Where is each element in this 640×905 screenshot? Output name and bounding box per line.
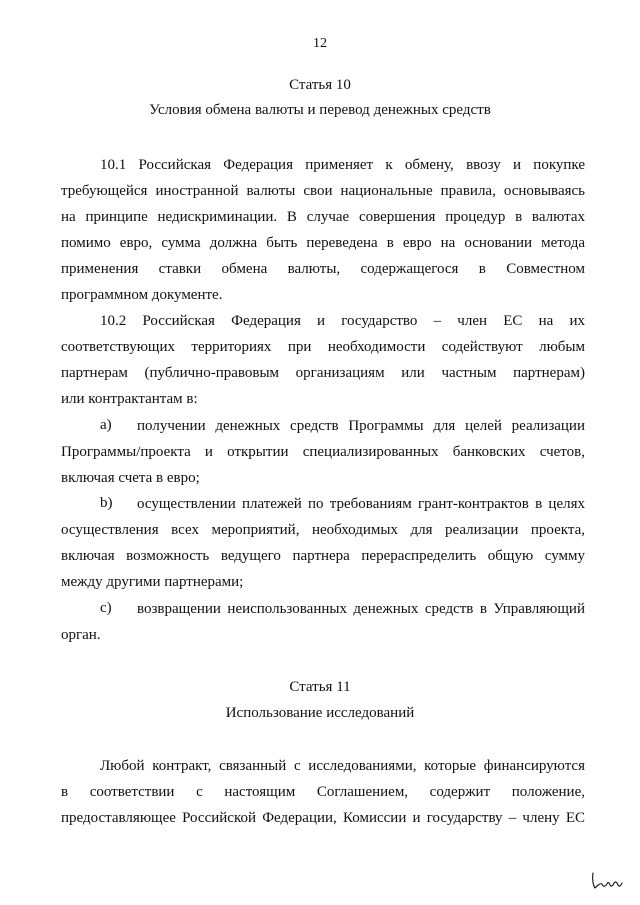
list-item-a-line: получении денежных средств Программы для целей реализации xyxy=(137,418,585,434)
handwritten-initials xyxy=(590,869,624,891)
article-11-p1-line: в соответствии с настоящим Соглашением, содержит положение, xyxy=(61,784,585,800)
list-item-b-marker: b) xyxy=(100,495,113,511)
list-item-a-line: включая счета в евро; xyxy=(61,470,200,486)
list-item-b-line: между другими партнерами; xyxy=(61,574,244,590)
article-10-p2-line: 10.2 Российская Федерация и государство – член ЕС на их xyxy=(100,313,585,329)
article-11-title: Статья 11 xyxy=(289,679,351,695)
article-10-subtitle: Условия обмена валюты и перевод денежных средств xyxy=(149,102,491,118)
list-item-a-line: Программы/проекта и открытии специализированных банковских счетов, xyxy=(61,444,585,460)
list-item-a-marker: a) xyxy=(100,417,112,433)
list-item-b-line: осуществлении платежей по требованиям грант-контрактов в целях xyxy=(137,496,585,512)
article-10-p1-line: 10.1 Российская Федерация применяет к обмену, ввозу и покупке xyxy=(100,157,585,173)
article-11-p1-line: предоставляющее Российской Федерации, Комиссии и государству – члену ЕС xyxy=(61,810,585,826)
article-10-p1-line: на принципе недискриминации. В случае совершения процедур в валютах xyxy=(61,209,585,225)
list-item-b-line: включая возможность ведущего партнера перераспределить общую сумму xyxy=(61,548,585,564)
list-item-c-line: орган. xyxy=(61,627,101,643)
article-10-p2-line: соответствующих территориях при необходимости содействуют любым xyxy=(61,339,585,355)
list-item-b-line: осуществления всех мероприятий, необходимых для реализации проекта, xyxy=(61,522,585,538)
article-10-p1-line: помимо евро, сумма должна быть переведена в евро на основании метода xyxy=(61,235,585,251)
list-item-c-marker: c) xyxy=(100,600,112,616)
article-10-p1-line: требующейся иностранной валюты свои национальные правила, основываясь xyxy=(61,183,585,199)
article-10-p1-line: применения ставки обмена валюты, содержащегося в Совместном xyxy=(61,261,585,277)
article-10-p2-line: партнерам (публично-правовым организациям или частным партнерам) xyxy=(61,365,585,381)
article-10-p2-line: или контрактантам в: xyxy=(61,391,198,407)
list-item-c-line: возвращении неиспользованных денежных средств в Управляющий xyxy=(137,601,585,617)
article-11-subtitle: Использование исследований xyxy=(225,705,415,721)
article-10-title: Статья 10 xyxy=(289,77,351,93)
article-11-p1-line: Любой контракт, связанный с исследованиями, которые финансируются xyxy=(100,758,585,774)
article-10-p1-line: программном документе. xyxy=(61,287,223,303)
page-number: 12 xyxy=(313,36,327,51)
